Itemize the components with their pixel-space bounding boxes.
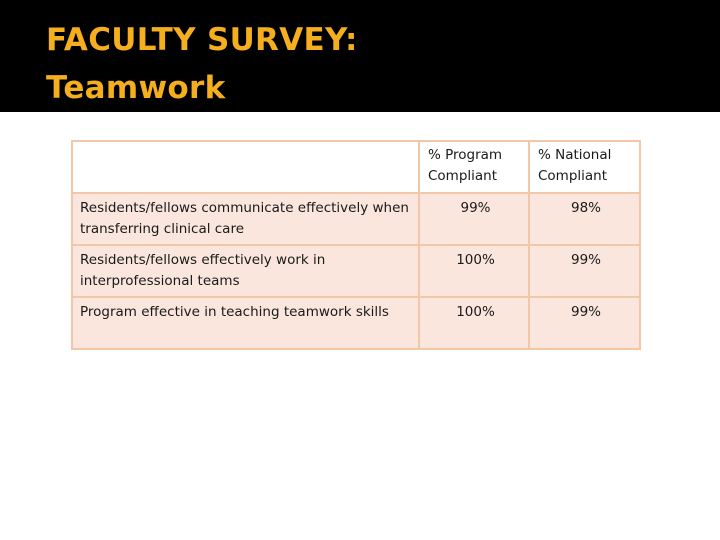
program-value: 100%: [419, 245, 529, 297]
row-item: Residents/fellows communicate effectively when transferring clinical care: [72, 193, 419, 245]
header-program-compliant: % Program Compliant: [419, 141, 529, 193]
survey-table: [71, 140, 641, 350]
row-item: Residents/fellows effectively work in interprofessional teams: [72, 245, 419, 297]
header-empty-cell: [72, 141, 419, 193]
national-value: 99%: [529, 245, 640, 297]
title-band: [0, 0, 720, 112]
slide-subtitle: Teamwork: [46, 70, 226, 106]
slide-title: FACULTY SURVEY:: [46, 22, 358, 58]
program-value: 100%: [419, 297, 529, 349]
national-value: 98%: [529, 193, 640, 245]
table-row: [72, 245, 640, 297]
table-row: [72, 193, 640, 245]
table-header-row: [72, 141, 640, 193]
table-row: [72, 297, 640, 349]
row-item: Program effective in teaching teamwork skills: [72, 297, 419, 349]
header-national-compliant: % National Compliant: [529, 141, 640, 193]
national-value: 99%: [529, 297, 640, 349]
program-value: 99%: [419, 193, 529, 245]
